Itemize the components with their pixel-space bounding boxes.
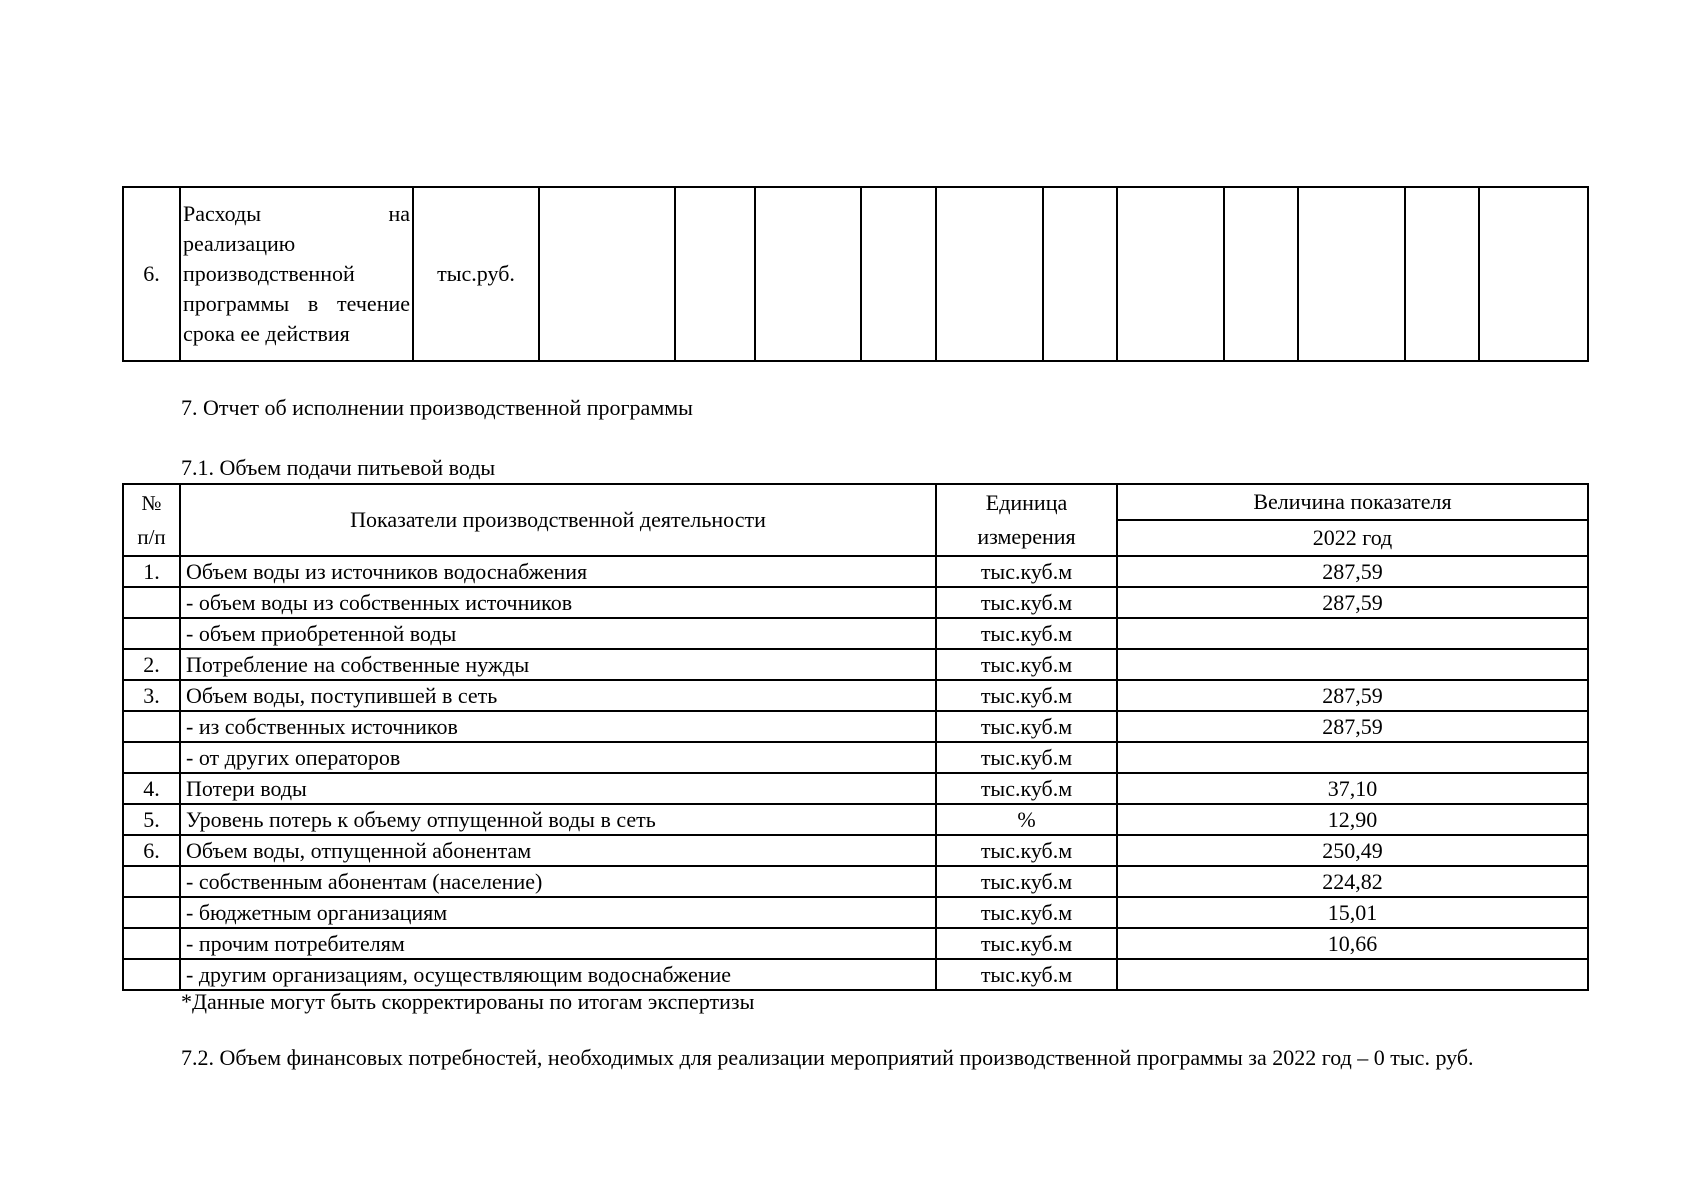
empty-cell [936,187,1043,361]
row-number: 2. [123,649,180,680]
row-indicator: Потребление на собственные нужды [180,649,936,680]
table-row [123,556,1588,587]
table-row [123,773,1588,804]
row-indicator: - бюджетным организациям [180,897,936,928]
row-indicator: - прочим потребителям [180,928,936,959]
previous-table-fragment [122,186,1589,362]
row-unit: тыс.куб.м [936,897,1117,928]
empty-cell [1224,187,1298,361]
row-indicator: - объем воды из собственных источников [180,587,936,618]
table-row [123,711,1588,742]
desc-line: реализацию [183,231,296,256]
row-unit: тыс.куб.м [936,866,1117,897]
row-indicator: Уровень потерь к объему отпущенной воды в сеть [180,804,936,835]
row-number: 1. [123,556,180,587]
row-number: 4. [123,773,180,804]
header-unit-text: Единица измерения [977,490,1076,549]
row-number [123,928,180,959]
row-indicator: Объем воды, поступившей в сеть [180,680,936,711]
empty-cell [1405,187,1479,361]
row-value: 287,59 [1117,556,1588,587]
header-indicator: Показатели производственной деятельности [180,484,936,556]
row-number [123,618,180,649]
empty-cell [1298,187,1405,361]
desc-line: срока ее действия [183,321,350,346]
row-indicator: Потери воды [180,773,936,804]
empty-cell [755,187,861,361]
table-row [123,804,1588,835]
empty-cell [539,187,675,361]
row-value [1117,618,1588,649]
header-number-text: № п/п [137,491,166,549]
empty-cell [675,187,755,361]
desc-line: Расходы на [183,201,410,226]
desc-line: программы в течение [183,291,410,316]
row-value [1117,649,1588,680]
table-row [123,587,1588,618]
table-row [123,835,1588,866]
header-value: Величина показателя [1117,484,1588,520]
row-unit: тыс.куб.м [936,835,1117,866]
table-row [123,959,1588,990]
table-row [123,866,1588,897]
row-value: 287,59 [1117,587,1588,618]
table-row [123,187,1588,361]
table-row [123,680,1588,711]
row-unit: тыс.куб.м [936,742,1117,773]
row-value: 37,10 [1117,773,1588,804]
row-unit: тыс.куб.м [936,618,1117,649]
row-number [123,897,180,928]
row-unit: тыс.куб.м [936,959,1117,990]
row-number: 6. [123,187,180,361]
row-indicator: Объем воды, отпущенной абонентам [180,835,936,866]
header-number [123,484,180,556]
row-indicator: - другим организациям, осуществляющим водоснабжение [180,959,936,990]
row-unit: тыс.куб.м [936,680,1117,711]
water-supply-table [122,483,1589,991]
empty-cell [1117,187,1224,361]
empty-cell [1479,187,1588,361]
row-value: 287,59 [1117,711,1588,742]
row-number: 6. [123,835,180,866]
table-row [123,742,1588,773]
row-indicator: - из собственных источников [180,711,936,742]
row-value [1117,742,1588,773]
row-value: 12,90 [1117,804,1588,835]
row-number: 3. [123,680,180,711]
row-value: 15,01 [1117,897,1588,928]
row-unit: % [936,804,1117,835]
row-unit: тыс.куб.м [936,928,1117,959]
table-row [123,649,1588,680]
table-row [123,618,1588,649]
row-indicator: - собственным абонентам (население) [180,866,936,897]
header-unit [936,484,1117,556]
header-year: 2022 год [1117,520,1588,556]
row-number [123,959,180,990]
row-number [123,711,180,742]
section-title: 7. Отчет об исполнении производственной программы [181,395,693,420]
row-indicator: - объем приобретенной воды [180,618,936,649]
row-unit: тыс.куб.м [936,649,1117,680]
table-body [123,556,1588,990]
empty-cell [1043,187,1117,361]
financial-note: 7.2. Объем финансовых потребностей, необходимых для реализации мероприятий производственной программы за 2022 год – 0 тыс. руб. [181,1045,1474,1070]
row-number: 5. [123,804,180,835]
row-unit: тыс.руб. [413,187,539,361]
row-unit: тыс.куб.м [936,556,1117,587]
row-number [123,587,180,618]
row-indicator: - от других операторов [180,742,936,773]
row-description [180,187,413,361]
row-indicator: Объем воды из источников водоснабжения [180,556,936,587]
table-header-row [123,484,1588,520]
row-value: 287,59 [1117,680,1588,711]
row-value: 250,49 [1117,835,1588,866]
row-value: 224,82 [1117,866,1588,897]
subsection-title: 7.1. Объем подачи питьевой воды [181,455,496,480]
row-number [123,866,180,897]
table-row [123,928,1588,959]
row-number [123,742,180,773]
footnote: *Данные могут быть скорректированы по итогам экспертизы [181,989,755,1014]
table-row [123,897,1588,928]
empty-cell [861,187,936,361]
row-value: 10,66 [1117,928,1588,959]
row-value [1117,959,1588,990]
row-unit: тыс.куб.м [936,773,1117,804]
desc-line: производственной [183,261,355,286]
row-unit: тыс.куб.м [936,711,1117,742]
row-unit: тыс.куб.м [936,587,1117,618]
